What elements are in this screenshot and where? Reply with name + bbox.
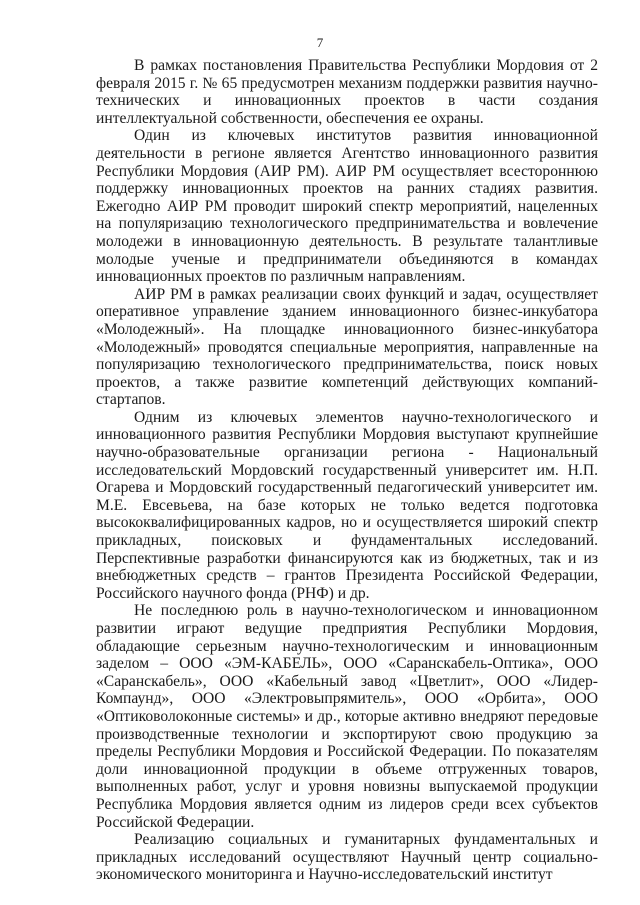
paragraph-universities: Одним из ключевых элементов научно-технологического и инновационного развития Республики Мордовия выступают крупнейшие научно-образовательные организации региона - Национальный исследовательский Мордовский государственный университет им. Н.П. Огарева и Мордовский государственный педагогический университет им. М.Е. Евсевьева, на базе которых не только ведется подготовка высококвалифицированных кадров, но и осуществляется широкий спектр прикладных, поисковых и фундаментальных исследований. Перспективные разработки финансируются как из бюджетных, так и из внебюджетных средств – грантов Президента Российской Федерации, Российского научного фонда (РНФ) и др.: [96, 408, 598, 602]
paragraph-leading-enterprises: Не последнюю роль в научно-технологическом и инновационном развитии играют ведущие предприятия Республики Мордовия, обладающие серьезным научно-технологическим и инновационным заделом – ООО «ЭМ-КАБЕЛЬ», ООО «Саранскабель-Оптика», ООО «Саранскабель», ООО «Кабельный завод «Цветлит», ООО «Лидер-Компаунд», ООО «Электровыпрямитель», ООО «Орбита», ООО «Оптиковолоконные системы» и др., которые активно внедряют передовые производственные технологии и экспортируют свою продукцию за пределы Республики Мордовия и Российской Федерации. По показателям доли инновационной продукции в объеме отгруженных товаров, выполненных работ, услуг и уровня новизны выпускаемой продукции Республика Мордовия является одним из лидеров среди всех субъектов Российской Федерации.: [96, 602, 598, 831]
paragraph-innovation-agency: Один из ключевых институтов развития инновационной деятельности в регионе является Агентство инновационного развития Республики Мордовия (АИР РМ). АИР РМ осуществляет всестороннюю поддержку инновационных проектов на ранних стадиях развития. Ежегодно АИР РМ проводит широкий спектр мероприятий, нацеленных на популяризацию технологического предпринимательства и вовлечение молодежи в инновационную деятельность. В результате талантливые молодые ученые и предприниматели объединяются в командах инновационных проектов по различным направлениям.: [96, 127, 598, 286]
document-body: [96, 57, 598, 884]
paragraph-social-research: Реализацию социальных и гуманитарных фундаментальных и прикладных исследований осуществляют Научный центр социально-экономического мониторинга и Научно-исследовательский институт: [96, 831, 598, 884]
paragraph-business-incubator: АИР РМ в рамках реализации своих функций и задач, осуществляет оперативное управление зданием инновационного бизнес-инкубатора «Молодежный». На площадке инновационного бизнес-инкубатора «Молодежный» проводятся специальные мероприятия, направленные на популяризацию технологического предпринимательства, поиск новых проектов, а также развитие компетенций действующих компаний-стартапов.: [96, 285, 598, 409]
page-number: 7: [316, 35, 324, 50]
paragraph-intellectual-property-support: В рамках постановления Правительства Республики Мордовия от 2 февраля 2015 г. № 65 предусмотрен механизм поддержки развития научно-технических и инновационных проектов в части создания интеллектуальной собственности, обеспечения ее охраны.: [96, 57, 598, 127]
